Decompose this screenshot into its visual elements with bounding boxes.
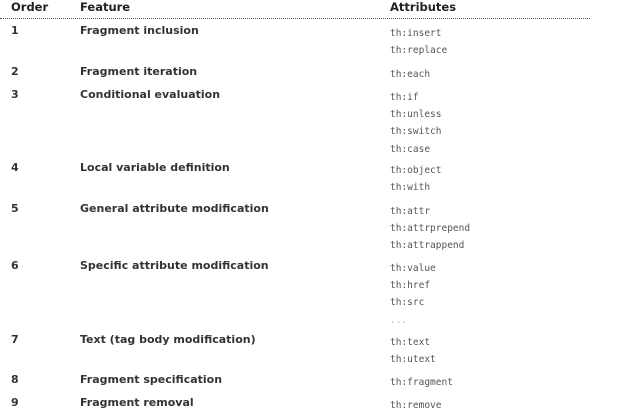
row-order: 2 — [11, 65, 19, 78]
attribute-code: th:unless — [390, 109, 442, 121]
attribute-code: th:switch — [390, 126, 442, 138]
row-order: 6 — [11, 259, 19, 272]
row-order: 4 — [11, 161, 19, 174]
row-attribute-list — [390, 25, 447, 59]
row-feature: Local variable definition — [80, 161, 230, 174]
attribute-code: th:case — [390, 143, 431, 155]
row-attribute-list — [390, 162, 441, 196]
attribute-code: th:attr — [390, 206, 431, 217]
row-order: 1 — [11, 24, 19, 37]
row-attribute-list — [390, 374, 453, 391]
row-feature: Text (tag body modification) — [80, 333, 256, 346]
row-feature: Fragment specification — [80, 373, 223, 386]
row-order: 3 — [11, 88, 19, 101]
attribute-code: th:text — [390, 337, 431, 348]
row-feature: Specific attribute modification — [80, 259, 269, 272]
header-order: Order — [11, 0, 49, 14]
row-order: 8 — [11, 373, 19, 386]
row-order: 9 — [11, 396, 19, 409]
header-feature: Feature — [80, 0, 131, 14]
attribute-code: ... — [390, 314, 408, 326]
attribute-code: th:href — [390, 280, 431, 292]
row-feature: Fragment removal — [80, 396, 194, 409]
attribute-code: th:insert — [390, 28, 442, 39]
row-feature: Fragment inclusion — [80, 24, 199, 37]
attribute-code: th:each — [390, 69, 431, 80]
row-feature: Conditional evaluation — [80, 88, 221, 101]
header-attributes: Attributes — [390, 0, 457, 14]
row-feature: General attribute modification — [80, 202, 269, 215]
attribute-code: th:object — [390, 165, 442, 176]
attribute-code: th:attrprepend — [390, 223, 471, 235]
attribute-code: th:utext — [390, 354, 436, 366]
attribute-code: th:if — [390, 92, 419, 103]
row-attribute-list — [390, 260, 436, 329]
attribute-code: th:attrappend — [390, 240, 465, 252]
attribute-code: th:fragment — [390, 377, 453, 388]
attribute-code: th:replace — [390, 45, 448, 57]
row-attribute-list — [390, 334, 436, 368]
attribute-code: th:with — [390, 182, 431, 194]
attribute-code: th:remove — [390, 400, 442, 411]
row-attribute-list — [390, 397, 441, 414]
row-attribute-list — [390, 66, 430, 83]
row-feature: Fragment iteration — [80, 65, 198, 78]
row-attribute-list — [390, 89, 441, 158]
attribute-code: th:value — [390, 263, 436, 274]
row-attribute-list — [390, 203, 470, 255]
table-header — [0, 0, 590, 19]
attribute-code: th:src — [390, 297, 425, 309]
row-order: 7 — [11, 333, 19, 346]
row-order: 5 — [11, 202, 19, 215]
